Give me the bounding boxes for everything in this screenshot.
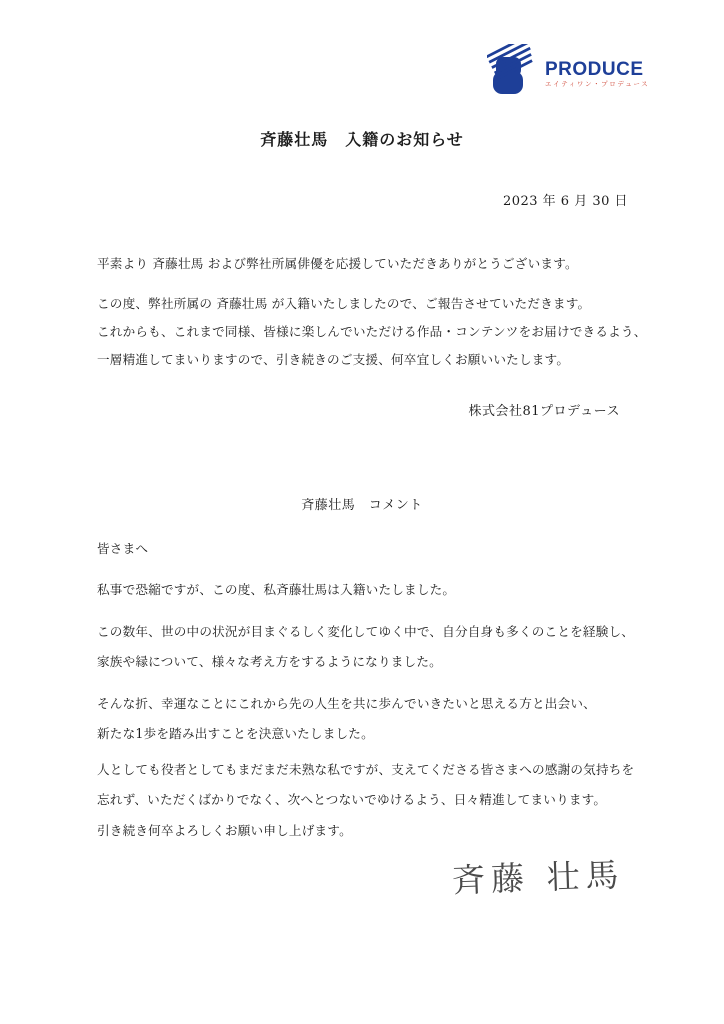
comment-paragraph-3 [97, 689, 596, 749]
logo-text-block [545, 60, 649, 89]
company-logo [487, 44, 649, 98]
comment-line: 人としても役者としてもまだまだ未熟な私ですが、支えてくださる皆さまへの感謝の気持ちを [97, 762, 635, 777]
logo-katakana-subtext: エイティワン・プロデュース [545, 81, 650, 88]
comment-salutation: 皆さまへ [97, 541, 149, 556]
comment-line: 忘れず、いただくばかりでなく、次へとつないでゆけるよう、日々精進してまいります。 [97, 792, 607, 807]
handwritten-signature: 斉藤 壮馬 [450, 855, 625, 900]
comment-section-heading: 斉藤壮馬 コメント [301, 498, 423, 513]
document-date: 2023 年 6 月 30 日 [502, 194, 628, 209]
logo-wordmark: PRODUCE [545, 59, 644, 80]
comment-paragraph-2 [97, 617, 634, 677]
logo-81-mark-icon [487, 44, 543, 98]
company-signoff: 株式会社81プロデュース [468, 404, 620, 419]
announcement-line: この度、弊社所属の 斉藤壮馬 が入籍いたしましたので、ご報告させていただきます。 [97, 296, 591, 311]
comment-line: この数年、世の中の状況が目まぐるしく変化してゆく中で、自分自身も多くのことを経験し、 [97, 624, 635, 639]
comment-line: そんな折、幸運なことにこれから先の人生を共に歩んでいきたいと思える方と出会い、 [97, 696, 596, 711]
comment-paragraph-4 [97, 755, 634, 815]
announcement-line: 一層精進してまいりますので、引き続きのご支援、何卒宜しくお願いいたします。 [97, 352, 570, 367]
announcement-paragraph [97, 290, 647, 374]
greeting-paragraph: 平素より 斉藤壮馬 および弊社所属俳優を応援していただきありがとうございます。 [97, 256, 578, 271]
comment-paragraph-1: 私事で恐縮ですが、この度、私斉藤壮馬は入籍いたしました。 [97, 582, 456, 597]
comment-closing: 引き続き何卒よろしくお願い申し上げます。 [97, 823, 352, 838]
announcement-line: これからも、これまで同様、皆様に楽しんでいただける作品・コンテンツをお届けできるよう、 [97, 324, 647, 339]
comment-line: 家族や縁について、様々な考え方をするようになりました。 [97, 654, 442, 669]
comment-line: 新たな1歩を踏み出すことを決意いたしました。 [97, 726, 374, 741]
page-title: 斉藤壮馬 入籍のお知らせ [260, 132, 464, 149]
